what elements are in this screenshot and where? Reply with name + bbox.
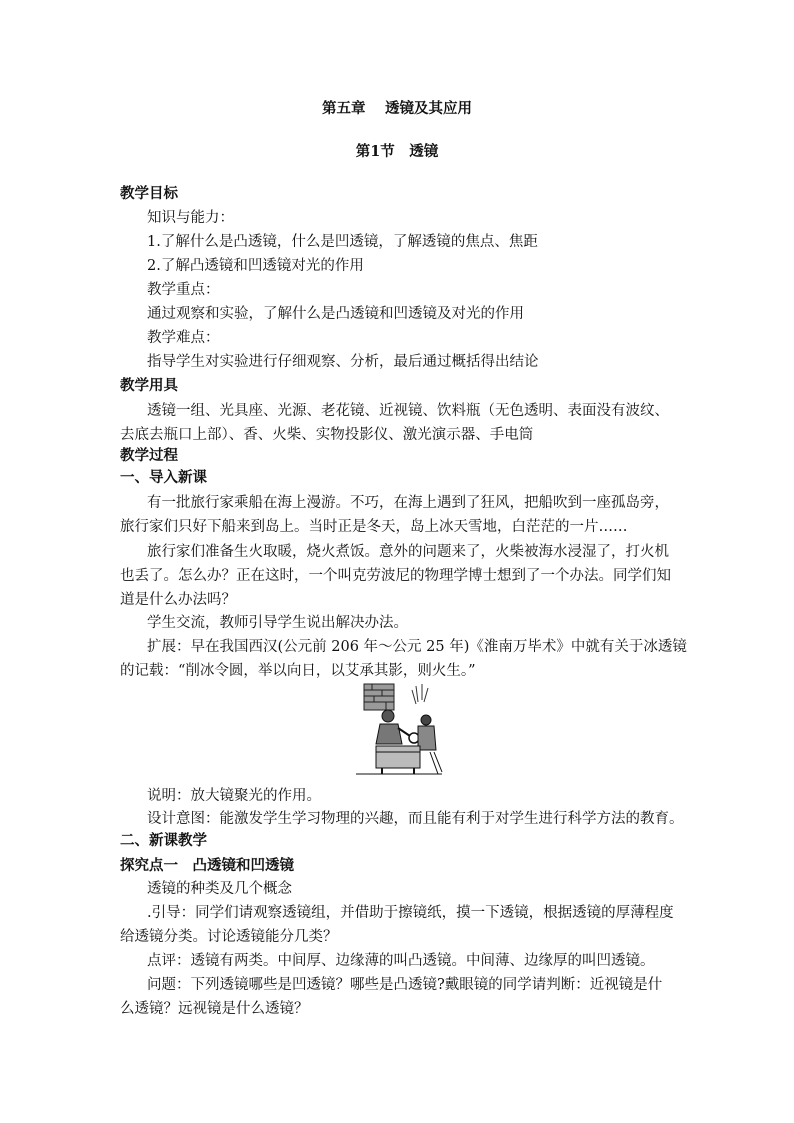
- story1-line-2: 旅行家们只好下船来到岛上。当时正是冬天，岛上冰天雪地，白茫茫的一片……: [120, 519, 628, 535]
- magnifier-illustration: [346, 680, 446, 776]
- explore-heading: 探究点一 凸透镜和凹透镜: [120, 857, 294, 874]
- story1-line-1: 有一批旅行家乘船在海上漫游。不巧，在海上遇到了狂风，把船吹到一座孤岛旁，: [147, 495, 669, 511]
- difficulty-text: 指导学生对实验进行仔细观察、分析，最后通过概括得出结论: [147, 354, 539, 370]
- difficulty-label: 教学难点：: [147, 330, 220, 346]
- tools-line-1: 透镜一组、光具座、光源、老花镜、近视镜、饮料瓶（无色透明、表面没有波纹、: [147, 403, 669, 419]
- extend-line-1: 扩展：早在我国西汉(公元前 206 年～公元 25 年)《淮南万毕术》中就有关于冰透镜: [147, 639, 687, 655]
- knowledge-label: 知识与能力：: [147, 210, 234, 226]
- part2-heading: 二、新课教学: [120, 832, 207, 849]
- exchange-text: 学生交流，教师引导学生说出解决办法。: [147, 615, 408, 631]
- goal-item-2: 2.了解凸透镜和凹透镜对光的作用: [147, 258, 364, 274]
- tools-line-2: 去底去瓶口上部）、香、火柴、实物投影仪、激光演示器、手电筒: [120, 427, 534, 443]
- guide-line-2: 给透镜分类。讨论透镜能分几类？: [120, 929, 338, 945]
- design-intent: 设计意图：能激发学生学习物理的兴趣，而且能有利于对学生进行科学方法的教育。: [147, 811, 684, 827]
- story2-line-1: 旅行家们准备生火取暖，烧火煮饭。意外的问题来了，火柴被海水浸湿了，打火机: [147, 544, 669, 560]
- part1-heading: 一、导入新课: [120, 469, 207, 486]
- story2-line-3: 道是什么办法吗？: [120, 592, 236, 608]
- concepts-text: 透镜的种类及几个概念: [147, 881, 292, 897]
- tools-heading: 教学用具: [120, 377, 178, 394]
- guide-line-1: .引导：同学们请观察透镜组，并借助于擦镜纸，摸一下透镜，根据透镜的厚薄程度: [147, 905, 674, 921]
- goals-heading: 教学目标: [120, 185, 178, 202]
- key-point-label: 教学重点：: [147, 282, 220, 298]
- chapter-title: 第五章 透镜及其应用: [321, 100, 473, 117]
- story2-line-2: 也丢了。怎么办？正在这时，一个叫克劳波尼的物理学博士想到了一个办法。同学们知: [120, 568, 671, 584]
- extend-line-2: 的记载：“削冰令圆，举以向日，以艾承其影，则火生。”: [120, 663, 476, 679]
- process-heading: 教学过程: [120, 447, 178, 464]
- question-line-2: 么透镜？远视镜是什么透镜？: [120, 1001, 309, 1017]
- section-title: 第1节 透镜: [355, 143, 439, 160]
- key-point-text: 通过观察和实验，了解什么是凸透镜和凹透镜及对光的作用: [147, 306, 524, 322]
- figure-caption: 说明：放大镜聚光的作用。: [147, 788, 321, 804]
- goal-item-1: 1.了解什么是凸透镜，什么是凹透镜，了解透镜的焦点、焦距: [147, 234, 538, 250]
- comment-text: 点评：透镜有两类。中间厚、边缘薄的叫凸透镜。中间薄、边缘厚的叫凹透镜。: [147, 953, 655, 969]
- question-line-1: 问题：下列透镜哪些是凹透镜？哪些是凸透镜?戴眼镜的同学请判断：近视镜是什: [147, 977, 663, 993]
